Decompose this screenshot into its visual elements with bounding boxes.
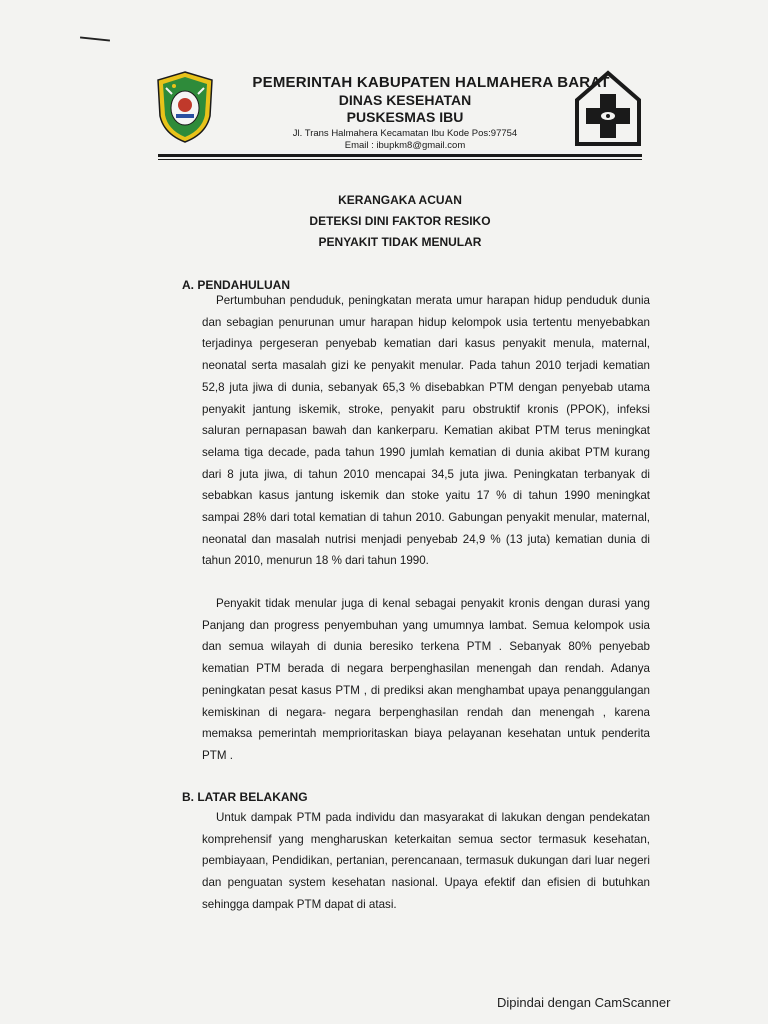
section-a-paragraph-2 bbox=[202, 593, 650, 767]
letterhead-rule-thick bbox=[158, 154, 642, 157]
title-line-2: DETEKSI DINI FAKTOR RESIKO bbox=[309, 214, 491, 228]
scanner-watermark: Dipindai dengan CamScanner bbox=[497, 995, 671, 1010]
letterhead-agency: DINAS KESEHATAN bbox=[338, 92, 472, 108]
section-a-paragraph-2-text: Penyakit tidak menular juga di kenal sebagai penyakit kronis dengan durasi yang Panjang dan progress penyembuhan yang umumnya lambat. Semua kelompok usia dan semua wilayah di dunia beresiko terkena PTM . Sebanyak 80% penyebab kematian PTM berada di negara berpenghasilan menengah dan rendah. Adanya peningkatan pesat kasus PTM , di prediksi akan menghambat upaya penanggulangan kemiskinan di negara- negara berpenghasilan rendah dan menengah , karena memaksa pemerintah memprioritaskan biaya pelayanan kesehatan untuk penderita PTM . bbox=[202, 597, 650, 762]
title-line-1: KERANGAKA ACUAN bbox=[338, 193, 462, 207]
title-line-3: PENYAKIT TIDAK MENULAR bbox=[318, 235, 482, 249]
section-b-heading: B. LATAR BELAKANG bbox=[182, 790, 308, 804]
health-cross-house-icon bbox=[574, 70, 642, 148]
document-title bbox=[200, 190, 600, 253]
letterhead bbox=[190, 74, 620, 152]
section-a-paragraph-1-text: Pertumbuhan penduduk, peningkatan merata umur harapan hidup penduduk dunia dan sebagian penurunan umur harapan hidup kelompok usia tertentu menyebabkan terjadinya pergeseran penyebab kematian dari kasus penyakit menula, maternal, neonatal serta masalah gizi ke penyakit menular. Pada tahun 2010 terjadi kematian 52,8 juta jiwa di dunia, sebanyak 65,3 % disebabkan PTM dengan penyebab utama penyakit jantung iskemik, stroke, penyakit paru obstruktif kronis (PPOK), infeksi saluran pernapasan bawah dan kankerparu. Kematian akibat PTM terus meningkat selama tiga decade, pada tahun 1990 jumlah kematian di dunia akibat PTM kurang dari 8 juta jiwa, di tahun 2010 mencapai 34,5 juta jiwa. Peningkatan terbanyak di sebabkan kasus jantung iskemik dan stoke yaitu 17 % di tahun 1990 meningkat sampai 28% dari total kematian di tahun 2010. Gabungan penyakit menular, maternal, neonatal dan masalah nutrisi menjadi penyebab 24,9 % (13 juta) kematian dunia di tahun 2010, menurun 18 % dari tahun 1990. bbox=[202, 294, 650, 568]
section-b-paragraph-1-text: Untuk dampak PTM pada individu dan masyarakat di lakukan dengan pendekatan komprehensif yang mengharuskan keterkaitan semua sector termasuk kesehatan, pembiayaan, Pendidikan, pertanian, perencanaan, termasuk dukungan dari luar negeri dan penguatan system kesehatan nasional. Upaya efektif dan efisien di butuhkan sehingga dampak PTM dapat di atasi. bbox=[202, 811, 650, 911]
letterhead-government: PEMERINTAH KABUPATEN HALMAHERA BARAT bbox=[252, 74, 610, 91]
section-a-heading: A. PENDAHULUAN bbox=[182, 278, 290, 292]
letterhead-puskesmas: PUSKESMAS IBU bbox=[346, 109, 464, 125]
pen-stroke-mark bbox=[80, 36, 110, 41]
section-b-paragraph-1 bbox=[202, 807, 650, 916]
letterhead-rule-thin bbox=[158, 159, 642, 160]
letterhead-email: Email : ibupkm8@gmail.com bbox=[344, 140, 466, 151]
letterhead-address: Jl. Trans Halmahera Kecamatan Ibu Kode Pos:97754 bbox=[292, 128, 518, 139]
section-a-paragraph-1 bbox=[202, 290, 650, 572]
